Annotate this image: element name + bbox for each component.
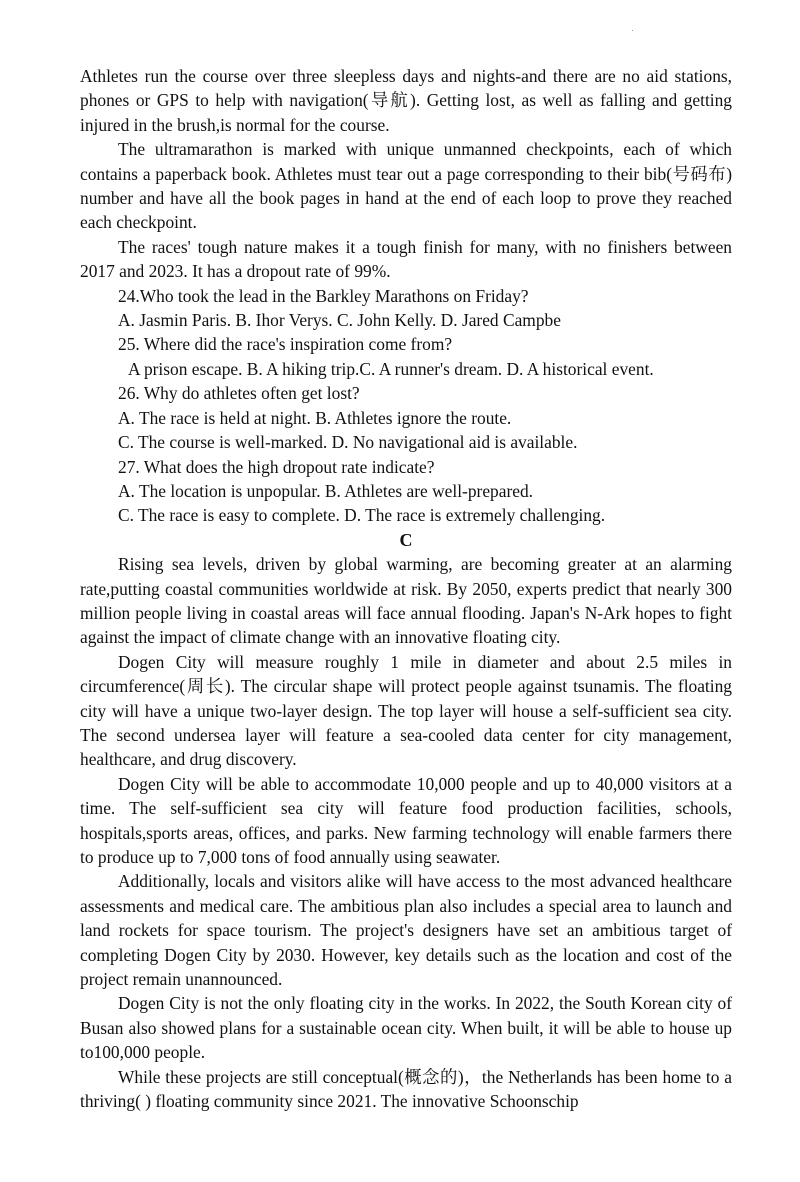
question-options: A prison escape. B. A hiking trip.C. A runner's dream. D. A historical event. [128,358,654,379]
question-26 [80,381,732,454]
question-stem: 24.Who took the lead in the Barkley Marathons on Friday? [118,285,529,306]
passage-c-paragraph-3: Dogen City will be able to accommodate 10,000 people and up to 40,000 visitors at a time. The self-sufficient sea city will feature food production facilities, schools, hospitals,sports areas, offices, and parks. New farming technology will enable farmers there to produce up to 7,000 tons of food annually using seawater. [80,773,732,867]
scan-speck [632,30,633,31]
passage-c-paragraph-5: Dogen City is not the only floating city in the works. In 2022, the South Korean city of Busan also showed plans for a sustainable ocean city. When built, it will be able to house up to100,000 people. [80,993,732,1063]
question-24 [80,284,732,333]
question-options-cd: C. The race is easy to complete. D. The race is extremely challenging. [118,505,606,526]
passage-c-paragraph-1: Rising sea levels, driven by global warming, are becoming greater at an alarming rate,putting coastal communities worldwide at risk. By 2050, experts predict that nearly 300 million people living in coastal areas will face annual flooding. Japan's N-Ark hopes to fight against the impact of climate change with an innovative floating city. [80,554,732,648]
question-options-ab: A. The location is unpopular. B. Athletes are well-prepared. [118,480,534,501]
question-stem: 25. Where did the race's inspiration come from? [118,334,453,355]
question-stem: 27. What does the high dropout rate indicate? [118,456,435,477]
question-options-ab: A. The race is held at night. B. Athletes ignore the route. [118,407,512,428]
passage-b-paragraph-3: The races' tough nature makes it a tough finish for many, with no finishers between 2017 and 2023. It has a dropout rate of 99%. [80,236,732,282]
passage-b-paragraph-2: The ultramarathon is marked with unique unmanned checkpoints, each of which contains a paperback book. Athletes must tear out a page corresponding to their bib(号码布) number and have all the book pages in hand at the end of each loop to prove they reached each checkpoint. [80,139,732,233]
passage-b-paragraph-1: Athletes run the course over three sleepless days and nights-and there are no aid stations, phones or GPS to help with navigation(导航). Getting lost, as well as falling and getting injured in the brush,is normal for the course. [80,66,732,135]
passage-c-paragraph-6: While these projects are still conceptual(概念的)，the Netherlands has been home to a thriving( ) floating community since 2021. The innovative Schoonschip [80,1066,732,1112]
passage-c-paragraph-4: Additionally, locals and visitors alike will have access to the most advanced healthcare assessments and medical care. The ambitious plan also includes a special area to launch and land rockets for space tourism. The project's designers have set an ambitious target of completing Dogen City by 2030. However, key details such as the location and cost of the project remain unannounced. [80,871,732,990]
question-stem: 26. Why do athletes often get lost? [118,383,360,404]
passage-c-paragraph-2: Dogen City will measure roughly 1 mile in diameter and about 2.5 miles in circumference(周长). The circular shape will protect people against tsunamis. The floating city will have a unique two-layer design. The top layer will house a self-sufficient sea city. The second undersea layer will feature a sea-cooled data center for city management, healthcare, and drug discovery. [80,651,732,770]
question-25 [80,332,732,381]
question-options-cd: C. The course is well-marked. D. No navigational aid is available. [118,432,578,453]
question-27 [80,455,732,528]
question-options: A. Jasmin Paris. B. Ihor Verys. C. John Kelly. D. Jared Campbe [118,310,561,331]
exam-page [80,64,732,1113]
section-heading-c: C [399,529,413,550]
